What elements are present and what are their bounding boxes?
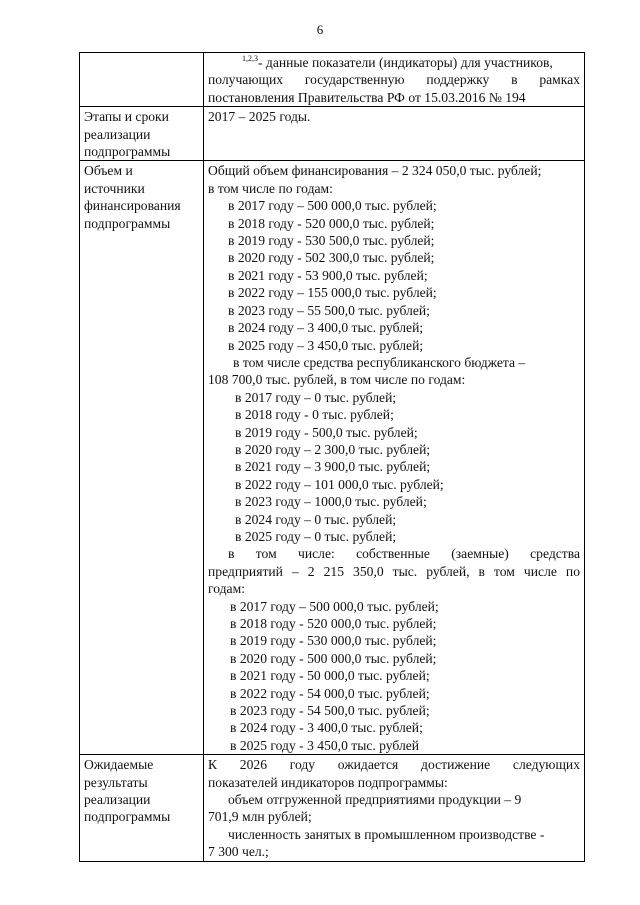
row-label-line: Этапы и сроки: [84, 109, 169, 125]
own-funds-year-line: в 2021 году - 50 000,0 тыс. рублей;: [230, 668, 430, 684]
funding-label-cell: [80, 161, 204, 755]
own-funds-year-line: в 2018 году - 520 000,0 тыс. рублей;: [230, 616, 437, 631]
row-label-line: подпрограммы: [84, 215, 171, 231]
note-label-cell: [80, 53, 204, 107]
republic-budget-total: 108 700,0 тыс. рублей, в том числе по годам:: [208, 372, 466, 388]
footnote-marks: 1,2,3: [242, 54, 258, 63]
own-funds-year-line: в 2019 году - 530 000,0 тыс. рублей;: [230, 633, 437, 649]
row-label-line: финансирования: [84, 198, 181, 214]
row-label-line: результаты: [84, 774, 148, 790]
republic-year-line: в 2022 году – 101 000,0 тыс. рублей;: [235, 476, 444, 492]
row-label-line: подпрограммы: [84, 144, 171, 160]
republic-year-line: в 2018 году - 0 тыс. рублей;: [235, 407, 394, 423]
republic-year-line: в 2020 году – 2 300,0 тыс. рублей;: [235, 441, 431, 457]
own-funds-year-line: в 2022 году - 54 000,0 тыс. рублей;: [230, 685, 430, 701]
funding-year-line: в 2021 году - 53 900,0 тыс. рублей;: [228, 267, 428, 283]
note-line-2: получающих государственную поддержку в рамках: [208, 72, 580, 88]
note-line-3: постановления Правительства РФ от 15.03.2016 № 194: [208, 89, 526, 105]
own-funds-total: в том числе: собственные (заемные) средства: [228, 546, 580, 562]
stages-value: 2017 – 2025 годы.: [208, 109, 311, 125]
results-line: численность занятых в промышленном производстве -: [228, 826, 545, 842]
funding-year-line: в 2020 году - 502 300,0 тыс. рублей;: [228, 250, 435, 266]
note-line-1: $^{1,2,3}$- данные показатели (индикаторы) для участников,: [242, 54, 553, 70]
results-label-cell: [80, 755, 204, 861]
republic-year-line: в 2021 году – 3 900,0 тыс. рублей;: [235, 459, 431, 475]
table-row-stages: [80, 107, 585, 161]
results-line: объем отгруженной предприятиями продукции – 9: [228, 792, 522, 808]
row-label-line: реализации: [84, 126, 151, 142]
own-funds-year-line: в 2023 году - 54 500,0 тыс. рублей;: [230, 703, 430, 719]
funding-year-line: в 2017 году – 500 000,0 тыс. рублей;: [228, 198, 437, 214]
funding-year-line: в 2018 году - 520 000,0 тыс. рублей;: [228, 215, 435, 231]
funding-value-cell: [204, 161, 585, 755]
funding-year-line: в 2022 году – 155 000,0 тыс. рублей;: [228, 285, 437, 301]
table-row-note: [80, 53, 585, 107]
page-number: 6: [316, 22, 324, 37]
republic-year-line: в 2025 году – 0 тыс. рублей;: [235, 528, 397, 544]
results-line: 7 300 чел.;: [208, 844, 269, 860]
row-label-line: реализации: [84, 792, 151, 808]
row-label-line: источники: [84, 180, 145, 196]
own-funds-year-line: в 2017 году – 500 000,0 тыс. рублей;: [230, 598, 439, 614]
republic-year-line: в 2023 году – 1000,0 тыс. рублей;: [235, 494, 427, 510]
results-line: 701,9 млн рублей;: [208, 809, 312, 825]
results-value-cell: [204, 755, 585, 861]
republic-year-line: в 2019 году - 500,0 тыс. рублей;: [235, 424, 418, 440]
row-label-line: подпрограммы: [84, 809, 171, 825]
stages-label-cell: [80, 107, 204, 161]
table-row-results: [80, 755, 585, 861]
republic-year-line: в 2024 году – 0 тыс. рублей;: [235, 511, 397, 527]
own-funds-total: предприятий – 2 215 350,0 тыс. рублей, в том числе по: [208, 563, 580, 579]
funding-total: Общий объем финансирования – 2 324 050,0 тыс. рублей;: [208, 163, 542, 179]
own-funds-year-line: в 2024 году - 3 400,0 тыс. рублей;: [230, 720, 423, 736]
results-line: К 2026 году ожидается достижение следующих: [208, 757, 580, 773]
row-label-line: Объем и: [84, 163, 133, 179]
republic-year-line: в 2017 году – 0 тыс. рублей;: [235, 389, 397, 405]
results-line: показателей индикаторов подпрограммы:: [208, 774, 448, 790]
own-funds-year-line: в 2025 году - 3 450,0 тыс. рублей: [230, 737, 420, 753]
subprogram-passport-table: [79, 52, 585, 862]
own-funds-year-line: в 2020 году - 500 000,0 тыс. рублей;: [230, 650, 437, 666]
stages-value-cell: [204, 107, 585, 161]
note-value-cell: [204, 53, 585, 107]
table-row-funding: [80, 161, 585, 755]
funding-year-line: в 2019 году - 530 500,0 тыс. рублей;: [228, 233, 435, 249]
own-funds-total: годам:: [208, 581, 245, 597]
funding-year-line: в 2023 году – 55 500,0 тыс. рублей;: [228, 302, 430, 318]
funding-year-line: в 2024 году – 3 400,0 тыс. рублей;: [228, 320, 424, 336]
funding-year-line: в 2025 году – 3 450,0 тыс. рублей;: [228, 337, 424, 353]
funding-total-by-years: в том числе по годам:: [208, 180, 333, 196]
row-label-line: Ожидаемые: [84, 757, 154, 773]
republic-budget-total: в том числе средства республиканского бюджета –: [233, 354, 526, 370]
